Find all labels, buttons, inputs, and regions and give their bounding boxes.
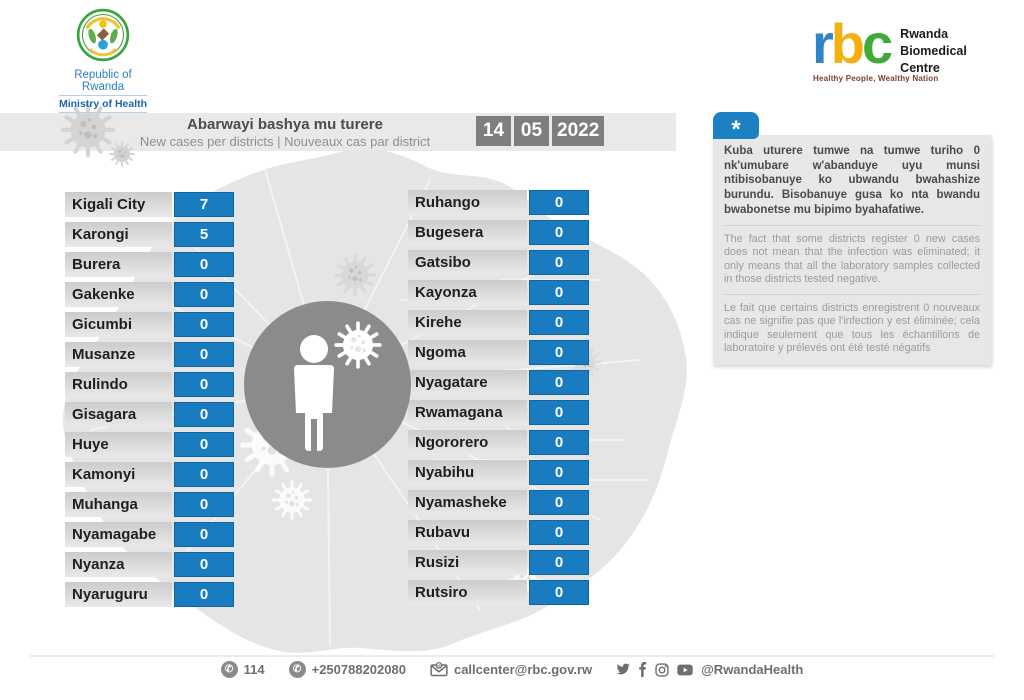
district-label: Kayonza — [408, 280, 527, 305]
district-row — [408, 190, 589, 215]
district-case-count: 0 — [529, 280, 589, 305]
district-case-count: 0 — [529, 250, 589, 275]
district-label: Ngoma — [408, 340, 527, 365]
district-case-count: 0 — [529, 400, 589, 425]
district-label: Muhanga — [65, 492, 172, 517]
district-row — [408, 550, 589, 575]
gov-logo-country: Republic of Rwanda — [74, 69, 132, 93]
district-row — [408, 400, 589, 425]
district-row — [65, 462, 234, 487]
district-row — [65, 402, 234, 427]
gov-logo-ministry: Ministry of Health — [58, 98, 148, 110]
district-row — [408, 580, 589, 605]
social-links — [616, 662, 803, 677]
phone-item — [289, 661, 406, 678]
district-row — [65, 522, 234, 547]
district-label: Nyagatare — [408, 370, 527, 395]
district-row — [65, 552, 234, 577]
district-label: Rubavu — [408, 520, 527, 545]
report-date — [476, 116, 604, 146]
district-row — [408, 370, 589, 395]
note-box — [713, 135, 991, 365]
district-label: Gakenke — [65, 282, 172, 307]
note-english: The fact that some districts register 0 new cases does not mean that the infection was eliminated; it only means that all the laboratory samples collected in those districts tested negative. — [724, 225, 980, 287]
district-case-count: 0 — [529, 370, 589, 395]
page-title: Abarwayi bashya mu turere — [187, 116, 383, 133]
district-case-count: 0 — [529, 490, 589, 515]
district-case-count: 0 — [174, 582, 234, 607]
virus-icon — [336, 323, 380, 367]
youtube-icon[interactable] — [677, 664, 693, 676]
district-row — [65, 192, 234, 217]
footer-contact-bar — [0, 661, 1024, 678]
rbc-wordmark: rbc — [812, 12, 891, 75]
district-case-count: 0 — [174, 342, 234, 367]
district-label: Nyamagabe — [65, 522, 172, 547]
phone-number: +250788202080 — [311, 662, 406, 677]
district-label: Bugesera — [408, 220, 527, 245]
district-column-right — [408, 190, 589, 610]
district-label: Nyanza — [65, 552, 172, 577]
date-year: 2022 — [552, 116, 604, 146]
district-case-count: 0 — [174, 252, 234, 277]
district-row — [65, 312, 234, 337]
infected-person-graphic — [244, 301, 411, 468]
district-label: Huye — [65, 432, 172, 457]
date-day: 14 — [476, 116, 511, 146]
district-case-count: 0 — [529, 310, 589, 335]
district-case-count: 0 — [529, 520, 589, 545]
district-case-count: 0 — [529, 220, 589, 245]
district-case-count: 0 — [174, 552, 234, 577]
district-case-count: 0 — [174, 492, 234, 517]
district-label: Rulindo — [65, 372, 172, 397]
district-row — [65, 372, 234, 397]
rbc-logo — [812, 12, 967, 77]
district-column-left — [65, 192, 234, 612]
district-label: Karongi — [65, 222, 172, 247]
phone-icon: ✆ — [289, 661, 306, 678]
district-label: Rusizi — [408, 550, 527, 575]
phone-icon: ✆ — [221, 661, 238, 678]
district-label: Burera — [65, 252, 172, 277]
district-row — [65, 582, 234, 607]
district-row — [65, 342, 234, 367]
note-asterisk-tab: * — [713, 112, 759, 139]
hotline-number: 114 — [243, 662, 265, 677]
divider — [59, 95, 147, 96]
hotline-item — [221, 661, 265, 678]
district-label: Nyaruguru — [65, 582, 172, 607]
district-case-count: 0 — [529, 580, 589, 605]
instagram-icon[interactable] — [655, 663, 669, 677]
district-case-count: 7 — [174, 192, 234, 217]
district-label: Gicumbi — [65, 312, 172, 337]
district-label: Kamonyi — [65, 462, 172, 487]
svg-text:@: @ — [436, 664, 442, 670]
social-handle: @RwandaHealth — [701, 662, 804, 677]
district-case-count: 0 — [174, 432, 234, 457]
district-row — [65, 222, 234, 247]
facebook-icon[interactable] — [639, 662, 647, 677]
district-row — [408, 220, 589, 245]
district-label: Ngororero — [408, 430, 527, 455]
email-item — [430, 662, 592, 677]
person-head — [300, 335, 328, 363]
district-row — [408, 430, 589, 455]
note-french: Le fait que certains districts enregistrent 0 nouveaux cas ne signifie pas que l'infection y est éliminée; cela indique seulement que tous les échantillons de laboratoire y prélevés ont été testé négatifs — [724, 294, 980, 356]
district-case-count: 0 — [529, 550, 589, 575]
district-label: Nyamasheke — [408, 490, 527, 515]
email-icon — [430, 662, 448, 677]
district-row — [408, 340, 589, 365]
district-case-count: 0 — [529, 340, 589, 365]
divider — [59, 112, 147, 113]
district-row — [408, 460, 589, 485]
rbc-tagline: Healthy People, Wealthy Nation — [813, 74, 939, 83]
twitter-icon[interactable] — [616, 663, 631, 676]
district-row — [408, 520, 589, 545]
district-row — [65, 282, 234, 307]
district-case-count: 0 — [174, 312, 234, 337]
district-case-count: 0 — [174, 522, 234, 547]
district-case-count: 0 — [174, 462, 234, 487]
district-row — [65, 432, 234, 457]
email-address: callcenter@rbc.gov.rw — [453, 662, 593, 677]
district-row — [65, 492, 234, 517]
district-row — [408, 490, 589, 515]
page-subtitle: New cases per districts | Nouveaux cas par district — [139, 134, 431, 149]
district-case-count: 5 — [174, 222, 234, 247]
district-label: Gatsibo — [408, 250, 527, 275]
header-title-block — [118, 116, 452, 149]
district-case-count: 0 — [174, 402, 234, 427]
ministry-of-health-logo — [55, 8, 151, 115]
date-month: 05 — [514, 116, 549, 146]
footer-divider — [30, 655, 994, 657]
district-row — [408, 310, 589, 335]
district-label: Gisagara — [65, 402, 172, 427]
district-label: Nyabihu — [408, 460, 527, 485]
person-body — [294, 365, 334, 451]
district-case-count: 0 — [529, 190, 589, 215]
district-case-count: 0 — [529, 460, 589, 485]
district-label: Rutsiro — [408, 580, 527, 605]
district-label: Ruhango — [408, 190, 527, 215]
district-label: Rwamagana — [408, 400, 527, 425]
district-row — [65, 252, 234, 277]
rwanda-coat-of-arms — [76, 8, 130, 62]
district-label: Musanze — [65, 342, 172, 367]
district-row — [408, 250, 589, 275]
district-label: Kirehe — [408, 310, 527, 335]
rbc-name: Rwanda Biomedical Centre — [900, 27, 967, 75]
district-label: Kigali City — [65, 192, 172, 217]
district-case-count: 0 — [174, 372, 234, 397]
district-row — [408, 280, 589, 305]
note-kinyarwanda: Kuba uturere tumwe na tumwe turiho 0 nk'umubare w'abanduye uyu munsi ntibisobanuye ko ubwandu bwahashize burundu. Bisobanuye gusa ko nta bwandu bwabonetse mu bipimo byahafatiwe. — [724, 145, 980, 216]
district-case-count: 0 — [174, 282, 234, 307]
district-case-count: 0 — [529, 430, 589, 455]
